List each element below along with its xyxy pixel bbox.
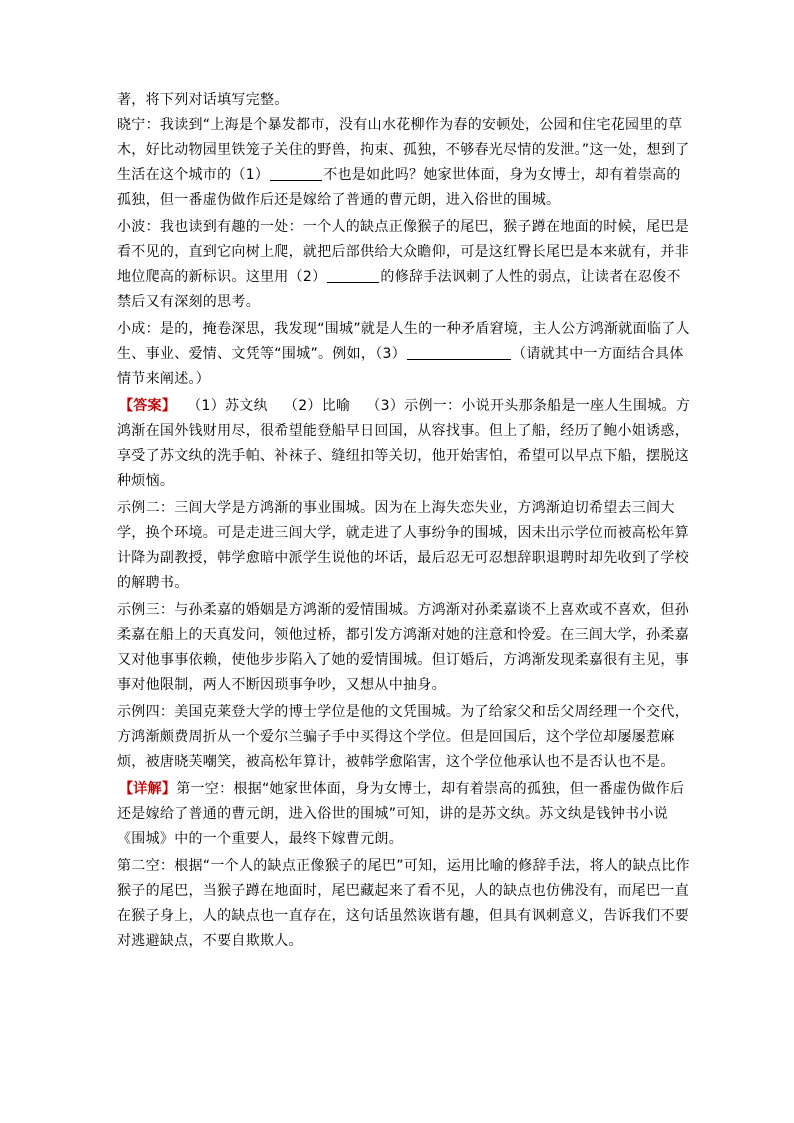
xiaocheng-paragraph: 小成：是的，掩卷深思，我发现“围城”就是人生的一种矛盾窘境，主人公方鸿渐就面临了人生、事业、爱情、文凭等“围城”。例如，（3） （请就其中一方面结合具体情节来阐述。） [117, 321, 690, 387]
second-blank-paragraph: 第二空：根据“一个人的缺点正像猴子的尾巴”可知，运用比喻的修辞手法，将人的缺点比作猴子的尾巴，当猴子蹲在地面时，尾巴藏起来了看不见，人的缺点也仿佛没有，而尾巴一直在猴子身上，人的缺点也一直存在，这句话虽然诙谐有趣，但具有讽刺意义，告诉我们不要对逃避缺点，不要自欺欺人。 [117, 858, 690, 949]
blank-2 [327, 267, 379, 283]
answer-tag: 【答案】 [119, 398, 177, 414]
answer-3: （3）示例一：小说开头那条船是一座人生围城。方鸿渐在国外钱财用尽，很希望能登船早日回国，从容找事。但上了船，经历了鲍小姐诱惑，享受了苏文纨的洗手帕、补袜子、缝纽扣等关切，他开始害怕，希望可以早点下船，摆脱这种烦恼。 [117, 398, 691, 489]
detail-tag: 【详解】 [119, 781, 177, 797]
document-page [117, 88, 692, 954]
xiaoning-paragraph: 晓宁：我读到“上海是个暴发都市，没有山水花柳作为春的安顿处，公园和住宅花园里的草木，好比动物园里铁笼子关住的野兽，拘束、孤独，不够春光尽情的发泄。”这一处，想到了生活在这个城市的（1） 不也是如此吗？她家世体面，身为女博士，却有着崇高的孤独，但一番虚伪做作后还是嫁给了普通的曹元朗，进入俗世的围城。 [117, 117, 690, 208]
xiaobo-paragraph: 小波：我也读到有趣的一处：一个人的缺点正像猴子的尾巴，猴子蹲在地面的时候，尾巴是看不见的，直到它向树上爬，就把后部供给大众瞻仰，可是这红臀长尾巴是本来就有，并非地位爬高的新标识。这里用（2） 的修辞手法讽刺了人性的弱点，让读者在忍俊不禁后又有深刻的思考。 [117, 219, 689, 310]
detail-paragraph: 【详解】第一空：根据“她家世体面，身为女博士，却有着崇高的孤独，但一番虚伪做作后还是嫁给了普通的曹元朗，进入俗世的围城”可知，讲的是苏文纨。苏文纨是钱钟书小说《围城》中的一个重要人，最终下嫁曹元朗。 [117, 781, 685, 847]
answer-2: （2）比喻 [283, 398, 351, 414]
answer-1: （1）苏文纨 [194, 398, 268, 414]
example-3-paragraph: 示例三：与孙柔嘉的婚姻是方鸿渐的爱情围城。方鸿渐对孙柔嘉谈不上喜欢或不喜欢，但孙柔嘉在船上的天真发问，领他过桥，都引发方鸿渐对她的注意和怜爱。在三闾大学，孙柔嘉又对他事事依赖，使他步步陷入了她的爱情围城。但订婚后，方鸿渐发现柔嘉很有主见，事事对他限制，两人不断因琐事争吵，又想从中抽身。 [117, 602, 689, 693]
example-4-paragraph: 示例四：美国克莱登大学的博士学位是他的文凭围城。为了给家父和岳父周经理一个交代，方鸿渐颇费周折从一个爱尔兰骗子手中买得这个学位。但是回国后，这个学位却屡屡惹麻烦，被唐晓芙嘲笑，被高松年算计，被韩学愈陷害，这个学位他承认也不是否认也不是。 [117, 704, 689, 770]
answer-paragraph [117, 394, 692, 494]
example-2-paragraph: 示例二：三闾大学是方鸿渐的事业围城。因为在上海失恋失业，方鸿渐迫切希望去三闾大学，换个环境。可是走进三闾大学，就走进了人事纷争的围城，因未出示学位而被高松年算计降为副教授，韩学愈暗中派学生说他的坏话，最后忍无可忍想辞职退聘时却先收到了学校的解聘书。 [117, 500, 689, 591]
blank-1 [270, 165, 322, 181]
blank-3 [407, 344, 511, 360]
intro-line: 著，将下列对话填写完整。 [117, 92, 289, 108]
